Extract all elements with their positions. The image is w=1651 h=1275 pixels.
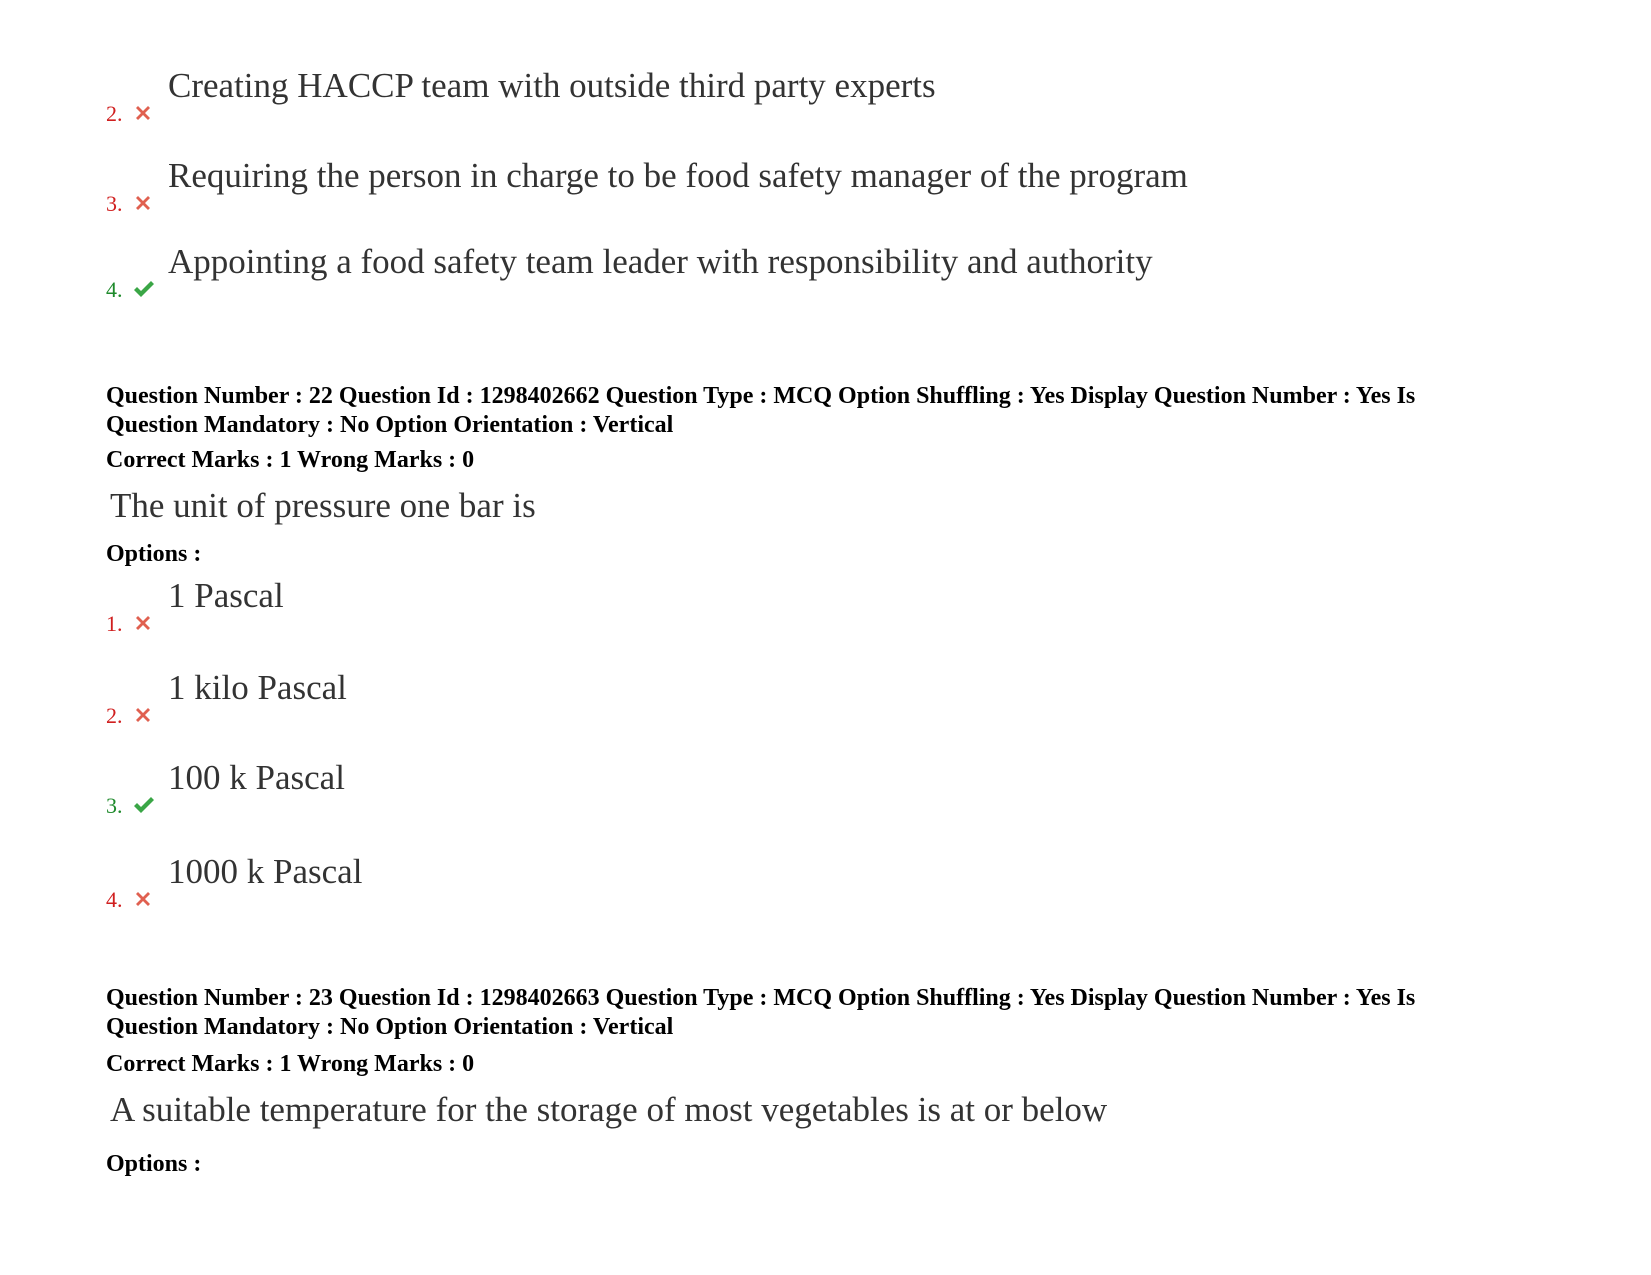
checkmark-icon [132,278,154,300]
option-text: 1 kilo Pascal [168,668,347,707]
option-item [106,66,1406,126]
checkmark-icon [132,794,154,816]
cross-icon [132,704,154,726]
question-meta-line: Question Number : 22 Question Id : 1298402662 Question Type : MCQ Option Shuffling : Yes Display Question Number : Yes Is [106,383,1416,409]
option-item [106,852,1406,912]
question-meta-line: Question Mandatory : No Option Orientation : Vertical [106,412,674,438]
option-number: 4. [106,277,123,302]
option-number: 1. [106,611,123,636]
option-item [106,242,1406,302]
option-text: 1 Pascal [168,576,284,615]
cross-icon [132,192,154,214]
question-meta-line: Question Mandatory : No Option Orientation : Vertical [106,1014,674,1040]
options-label: Options : [106,541,202,567]
question-meta-line: Question Number : 23 Question Id : 1298402663 Question Type : MCQ Option Shuffling : Yes Display Question Number : Yes Is [106,985,1416,1011]
question-marks: Correct Marks : 1 Wrong Marks : 0 [106,1051,475,1077]
option-item [106,758,1406,818]
option-text: Requiring the person in charge to be food safety manager of the program [168,156,1188,195]
option-item [106,668,1406,728]
option-item [106,576,1406,636]
cross-icon [132,888,154,910]
option-text: Creating HACCP team with outside third party experts [168,66,936,105]
option-text: 100 k Pascal [168,758,345,797]
option-number: 3. [106,191,123,216]
option-text: Appointing a food safety team leader with responsibility and authority [168,242,1153,281]
option-number: 2. [106,703,123,728]
question-marks: Correct Marks : 1 Wrong Marks : 0 [106,447,475,473]
question-text: A suitable temperature for the storage of most vegetables is at or below [110,1090,1108,1129]
question-text: The unit of pressure one bar is [110,486,536,525]
option-item [106,156,1406,216]
option-number: 4. [106,887,123,912]
cross-icon [132,102,154,124]
option-number: 3. [106,793,123,818]
question-meta [106,382,1526,440]
option-number: 2. [106,101,123,126]
options-label: Options : [106,1151,202,1177]
cross-icon [132,612,154,634]
option-text: 1000 k Pascal [168,852,363,891]
question-meta [106,984,1526,1042]
